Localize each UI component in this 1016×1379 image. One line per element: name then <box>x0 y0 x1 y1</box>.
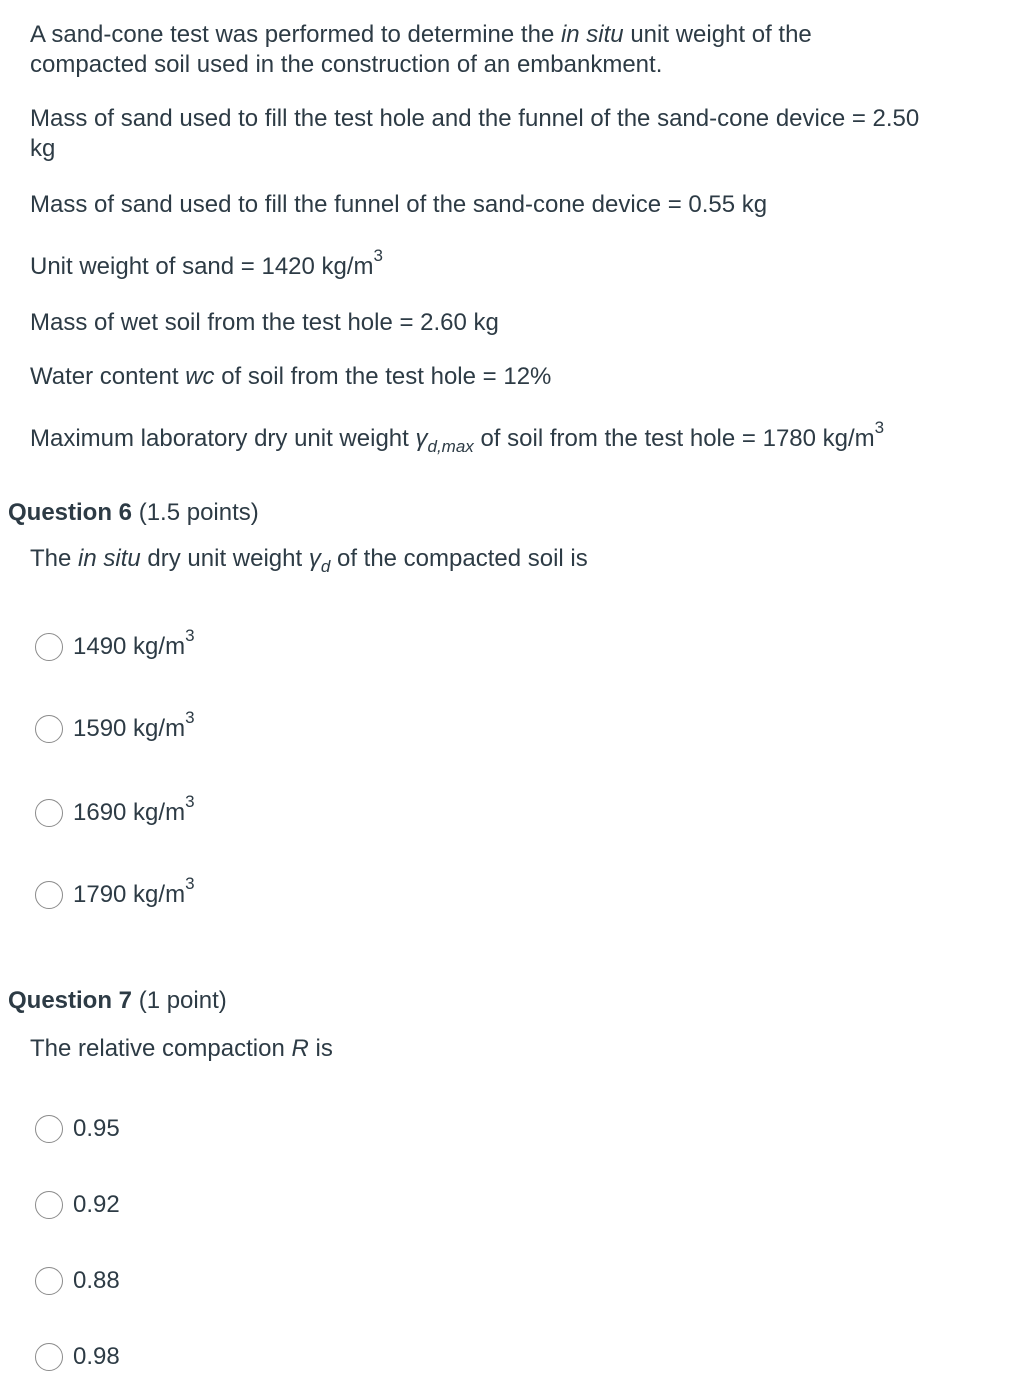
exponent: 3 <box>185 792 195 811</box>
question-points: (1.5 points) <box>132 499 259 526</box>
option-label <box>73 626 195 662</box>
given-max-dry-text: of soil from the test hole = 1780 kg/m <box>473 425 875 452</box>
question-7-heading <box>8 986 227 1016</box>
question-points: (1 point) <box>132 987 227 1014</box>
prompt-text: is <box>308 1035 333 1062</box>
intro-text: A sand-cone test was performed to determine the <box>30 21 561 48</box>
q7-option-1[interactable] <box>35 1112 120 1146</box>
intro-line-2: compacted soil used in the construction of an embankment. <box>30 51 663 78</box>
question-title: Question 6 <box>8 499 133 526</box>
q7-option-3[interactable] <box>35 1264 120 1298</box>
given-unit-weight-sand <box>30 246 384 282</box>
gamma-symbol: γ <box>308 545 321 572</box>
q7-option-2[interactable] <box>35 1188 120 1222</box>
gamma-subscript: d <box>320 556 331 576</box>
question-6-prompt <box>30 544 588 574</box>
water-content-symbol: wc <box>185 363 215 390</box>
gamma-subscript: d,max <box>427 436 474 456</box>
q6-option-3[interactable] <box>35 792 195 830</box>
gamma-symbol: γ <box>415 425 428 452</box>
q6-option-4[interactable] <box>35 874 195 912</box>
exponent: 3 <box>185 626 195 645</box>
option-label <box>73 792 195 828</box>
option-label: 0.98 <box>73 1343 120 1370</box>
option-text: 1590 kg/m <box>73 715 186 742</box>
given-mass-sand-total-unit: kg <box>30 135 56 162</box>
question-7-prompt <box>30 1034 333 1064</box>
question-title: Question 7 <box>8 987 133 1014</box>
exponent: 3 <box>874 418 885 437</box>
radio-button[interactable] <box>35 1343 63 1371</box>
option-label <box>73 708 195 744</box>
given-water-content <box>30 362 551 392</box>
radio-button[interactable] <box>35 1267 63 1295</box>
given-max-dry-text: Maximum laboratory dry unit weight <box>30 425 416 452</box>
radio-button[interactable] <box>35 715 63 743</box>
radio-button[interactable] <box>35 799 63 827</box>
option-text: 1690 kg/m <box>73 799 186 826</box>
option-label: 0.92 <box>73 1191 120 1218</box>
q6-option-1[interactable] <box>35 626 195 664</box>
exponent: 3 <box>185 708 195 727</box>
radio-button[interactable] <box>35 1115 63 1143</box>
option-text: 1490 kg/m <box>73 633 186 660</box>
intro-emphasis: in situ <box>560 21 624 48</box>
given-max-dry-unit-weight <box>30 418 885 456</box>
radio-button[interactable] <box>35 881 63 909</box>
relative-compaction-symbol: R <box>291 1035 309 1062</box>
prompt-text: of the compacted soil is <box>330 545 588 572</box>
given-water-content-text: Water content <box>30 363 186 390</box>
intro-line-1 <box>30 20 812 50</box>
prompt-text: dry unit weight <box>140 545 309 572</box>
option-text: 1790 kg/m <box>73 881 186 908</box>
prompt-text: The <box>30 545 79 572</box>
option-label: 0.88 <box>73 1267 120 1294</box>
prompt-text: The relative compaction <box>30 1035 292 1062</box>
question-6-heading <box>8 498 259 528</box>
given-mass-sand-total: Mass of sand used to fill the test hole and the funnel of the sand-cone device = 2.50 <box>30 105 920 132</box>
radio-button[interactable] <box>35 1191 63 1219</box>
exponent: 3 <box>373 246 384 265</box>
prompt-emphasis: in situ <box>78 545 141 572</box>
q6-option-2[interactable] <box>35 708 195 746</box>
q7-option-4[interactable] <box>35 1340 120 1374</box>
intro-text: unit weight of the <box>623 21 812 48</box>
given-mass-sand-funnel: Mass of sand used to fill the funnel of the sand-cone device = 0.55 kg <box>30 191 768 218</box>
option-label <box>73 874 195 910</box>
given-mass-wet-soil: Mass of wet soil from the test hole = 2.60 kg <box>30 309 499 336</box>
exponent: 3 <box>185 874 195 893</box>
option-label: 0.95 <box>73 1115 120 1142</box>
radio-button[interactable] <box>35 633 63 661</box>
given-water-content-text: of soil from the test hole = 12% <box>214 363 552 390</box>
given-unit-weight-sand-text: Unit weight of sand = 1420 kg/m <box>30 253 374 280</box>
